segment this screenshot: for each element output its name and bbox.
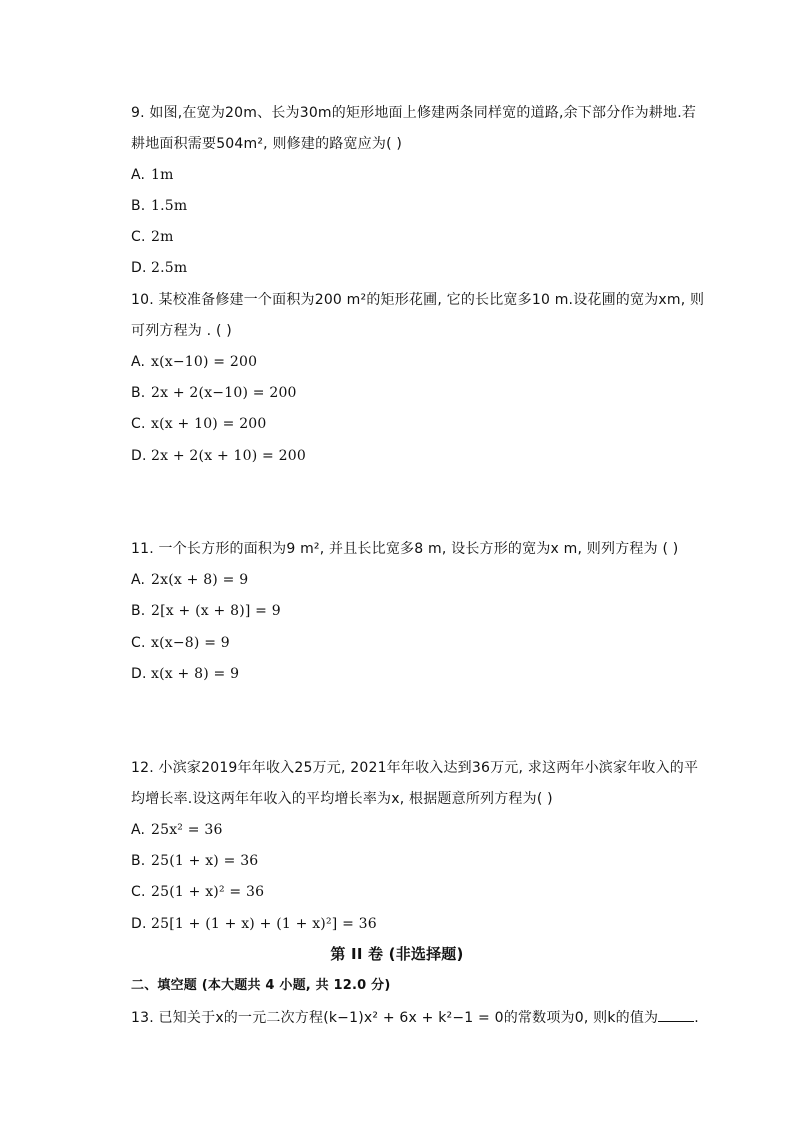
option-label: B. <box>131 853 146 869</box>
q9-stem-line2: 耕地面积需要504m², 则修建的路宽应为( ) <box>131 136 403 152</box>
option-label: A. <box>131 822 146 838</box>
q12-stem-line1: 12. 小滨家2019年年收入25万元, 2021年年收入达到36万元, 求这两年小滨家年收入的平 <box>131 760 699 776</box>
option-text: 2m <box>151 229 174 245</box>
q10-option-c[interactable] <box>131 414 267 434</box>
option-text: 25[1 + (1 + x) + (1 + x)²] = 36 <box>151 916 377 932</box>
q11-option-c[interactable] <box>131 633 230 653</box>
option-label: A. <box>131 354 146 370</box>
q13-stem <box>131 1008 699 1028</box>
q13-tail: . <box>694 1010 699 1026</box>
option-label: D. <box>131 260 147 276</box>
q9-option-b[interactable] <box>131 196 187 216</box>
q11-option-a[interactable] <box>131 570 248 590</box>
option-label: B. <box>131 603 146 619</box>
answer-blank[interactable] <box>658 1009 694 1022</box>
q10-option-a[interactable] <box>131 352 257 372</box>
option-label: C. <box>131 635 146 651</box>
option-label: C. <box>131 229 146 245</box>
q12-option-a[interactable] <box>131 820 223 840</box>
option-label: B. <box>131 198 146 214</box>
option-text: 2x + 2(x + 10) = 200 <box>151 448 306 464</box>
option-text: x(x−10) = 200 <box>151 354 258 370</box>
option-text: 1m <box>151 167 174 183</box>
q13-stem-text: 13. 已知关于x的一元二次方程(k−1)x² + 6x + k²−1 = 0的常数项为0, 则k的值为 <box>131 1010 659 1026</box>
option-text: x(x + 8) = 9 <box>151 666 240 682</box>
q9-stem-line1: 9. 如图,在宽为20m、长为30m的矩形地面上修建两条同样宽的道路,余下部分作为耕地.若 <box>131 105 697 121</box>
section-heading: 二、填空题 (本大题共 4 小题, 共 12.0 分) <box>131 978 391 993</box>
q12-option-c[interactable] <box>131 882 264 902</box>
option-text: x(x + 10) = 200 <box>151 416 267 432</box>
option-label: B. <box>131 385 146 401</box>
q11-option-b[interactable] <box>131 601 281 621</box>
option-text: 25x² = 36 <box>151 822 223 838</box>
option-label: A. <box>131 572 146 588</box>
option-text: 2x + 2(x−10) = 200 <box>151 385 297 401</box>
option-text: 1.5m <box>151 198 188 214</box>
option-label: D. <box>131 448 147 464</box>
q10-option-b[interactable] <box>131 383 297 403</box>
option-text: 25(1 + x) = 36 <box>151 853 259 869</box>
option-text: 2[x + (x + 8)] = 9 <box>151 603 281 619</box>
q9-option-c[interactable] <box>131 227 174 247</box>
q10-stem-line1: 10. 某校准备修建一个面积为200 m²的矩形花圃, 它的长比宽多10 m.设花圃的宽为xm, 则 <box>131 292 705 308</box>
q12-option-d[interactable] <box>131 914 377 934</box>
option-label: C. <box>131 884 146 900</box>
option-text: 25(1 + x)² = 36 <box>151 884 265 900</box>
option-text: 2x(x + 8) = 9 <box>151 572 249 588</box>
q10-option-d[interactable] <box>131 446 306 466</box>
option-label: D. <box>131 666 147 682</box>
section-title: 第 II 卷 (非选择题) <box>330 945 464 963</box>
q11-stem-line1: 11. 一个长方形的面积为9 m², 并且长比宽多8 m, 设长方形的宽为x m, 则列方程为 ( ) <box>131 541 679 557</box>
q9-option-a[interactable] <box>131 165 174 185</box>
q10-stem-line2: 可列方程为 . ( ) <box>131 323 232 339</box>
option-label: D. <box>131 916 147 932</box>
q11-option-d[interactable] <box>131 664 239 684</box>
option-text: 2.5m <box>151 260 188 276</box>
q9-option-d[interactable] <box>131 258 187 278</box>
option-label: A. <box>131 167 146 183</box>
q12-option-b[interactable] <box>131 851 258 871</box>
option-text: x(x−8) = 9 <box>151 635 230 651</box>
q12-stem-line2: 均增长率.设这两年年收入的平均增长率为x, 根据题意所列方程为( ) <box>131 791 553 807</box>
option-label: C. <box>131 416 146 432</box>
